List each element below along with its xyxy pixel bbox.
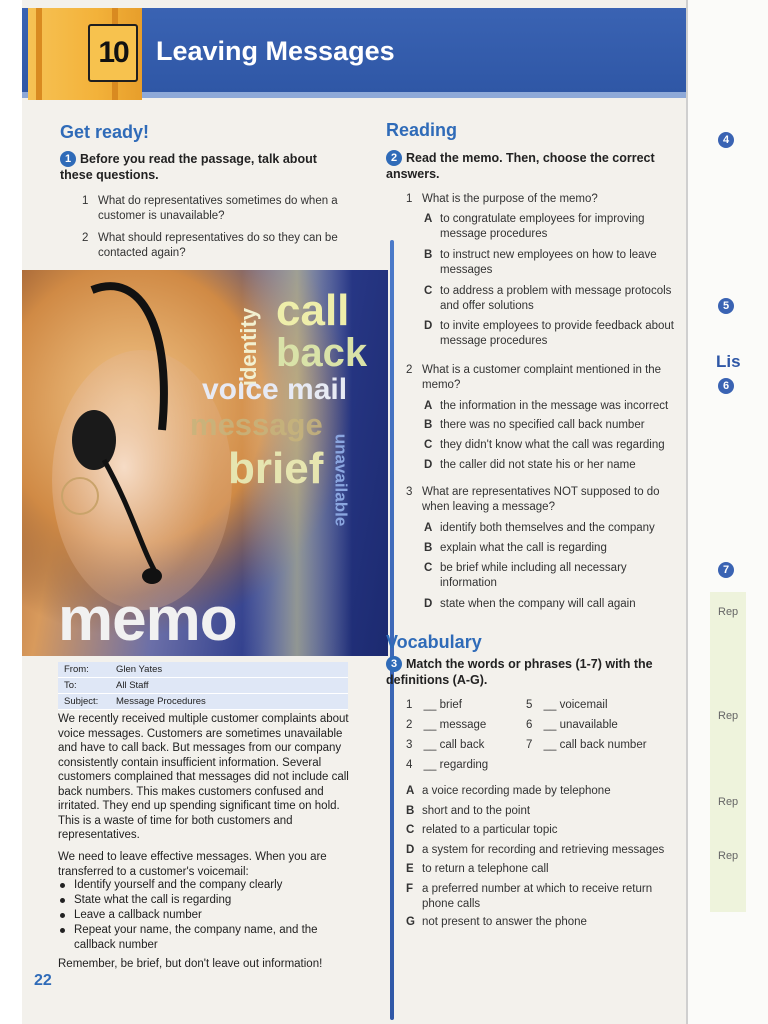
option-text: explain what the call is regarding (440, 542, 607, 554)
question-text: What are representatives NOT supposed to do when leaving a message? (422, 486, 660, 513)
answer-blank: __ (423, 699, 437, 711)
option-text: there was no specified call back number (440, 419, 645, 431)
edge-task-number: 4 (718, 132, 734, 148)
word-text: call back (439, 739, 485, 751)
vocab-definition (406, 843, 678, 858)
word-text: regarding (439, 759, 489, 771)
definition-letter: C (406, 824, 415, 836)
definition-letter: E (406, 863, 414, 875)
task-number-icon: 1 (60, 151, 76, 167)
memo-row-key: Subject: (64, 696, 99, 707)
edge-label: Rep (718, 606, 739, 618)
word-text: unavailable (559, 719, 618, 731)
option-letter: C (424, 439, 433, 451)
word-number: 6 (526, 719, 533, 731)
option-letter: B (424, 542, 433, 554)
vocabulary-heading: Vocabulary (386, 632, 482, 652)
memo-bullet (58, 878, 354, 893)
bullet-icon (60, 928, 65, 933)
vocab-definition (406, 784, 678, 799)
definition-text: short and to the point (422, 805, 531, 817)
option-text: identify both themselves and the company (440, 522, 655, 534)
reading-prompt (386, 150, 676, 182)
memo-bullet-text: Identify yourself and the company clearly (74, 879, 283, 891)
word-unavailable: unavailable (331, 433, 351, 527)
reading-question (406, 363, 676, 393)
word-number: 1 (406, 699, 413, 711)
question-number: 2 (82, 232, 89, 244)
reading-heading: Reading (386, 120, 458, 140)
definition-text: a system for recording and retrieving messages (422, 844, 665, 856)
vocabulary-prompt (386, 656, 676, 688)
get-ready-question (82, 231, 352, 261)
answer-option[interactable] (424, 284, 674, 314)
definition-text: to return a telephone call (422, 863, 549, 875)
answer-option[interactable] (424, 561, 674, 591)
option-text: to address a problem with message protocols and offer solutions (440, 285, 672, 312)
word-brief: brief (228, 444, 324, 493)
reading-prompt-text: Read the memo. Then, choose the correct answers. (386, 151, 655, 181)
answer-blank: __ (543, 739, 557, 751)
get-ready-prompt (60, 151, 350, 183)
word-message: message (190, 407, 323, 442)
vocab-word[interactable] (406, 698, 462, 713)
page-number: 22 (34, 972, 52, 989)
option-letter: C (424, 285, 433, 297)
definition-letter: F (406, 883, 414, 895)
edge-label: Rep (718, 850, 739, 862)
option-letter: C (424, 562, 433, 574)
word-text: call back number (559, 739, 647, 751)
answer-option[interactable] (424, 521, 674, 536)
memo-row-key: From: (64, 664, 89, 675)
vocab-word[interactable] (406, 758, 488, 773)
option-letter: D (424, 320, 433, 332)
answer-option[interactable] (424, 418, 674, 433)
next-page-edge (686, 0, 768, 1024)
memo-bullet (58, 893, 354, 908)
option-text: state when the company will call again (440, 598, 636, 610)
answer-option[interactable] (424, 399, 674, 414)
memo-row-value: Message Procedures (116, 696, 206, 707)
definition-text: a voice recording made by telephone (422, 785, 611, 797)
question-text: What is a customer complaint mentioned in the memo? (422, 364, 662, 391)
vocab-definition (406, 823, 678, 838)
memo-paragraph-1: We recently received multiple customer complaints about voice messages. Customers are sometimes unavailable and have to call back. But messages from our company consistently contain insufficient information. Several customers complained that messages did not include call back numbers. This makes customers confused and irritated. They end up spending significant time on hold. This is a waste of time for both customers and representatives. (58, 713, 349, 841)
option-text: the information in the message was incorrect (440, 400, 669, 412)
memo-closing: Remember, be brief, but don't leave out information! (58, 958, 323, 970)
definition-letter: G (406, 916, 415, 928)
word-number: 3 (406, 739, 413, 751)
answer-option[interactable] (424, 597, 674, 612)
vocab-definition (406, 915, 678, 930)
memo-row (58, 678, 348, 694)
option-letter: A (424, 213, 433, 225)
vocab-word[interactable] (526, 698, 608, 713)
word-memo: memo (58, 585, 237, 654)
answer-blank: __ (543, 719, 557, 731)
answer-option[interactable] (424, 541, 674, 556)
question-number: 1 (82, 195, 89, 207)
answer-blank: __ (423, 719, 437, 731)
memo-row-value: All Staff (116, 680, 149, 691)
option-letter: B (424, 249, 433, 261)
definition-letter: B (406, 805, 415, 817)
memo-paragraph-2: We need to leave effective messages. When you are transferred to a customer's voicemail: (58, 851, 327, 878)
get-ready-prompt-text: Before you read the passage, talk about these questions. (60, 152, 317, 182)
question-number: 3 (406, 486, 413, 498)
answer-blank: __ (423, 759, 437, 771)
task-number-icon: 3 (386, 656, 402, 672)
word-unavailable-wrap (331, 414, 360, 544)
question-number: 1 (406, 193, 413, 205)
option-letter: B (424, 419, 433, 431)
option-text: to congratulate employees for improving message procedures (440, 213, 645, 240)
page-gutter (0, 0, 22, 1024)
vocab-word[interactable] (406, 718, 486, 733)
memo-header-table (58, 662, 348, 710)
question-text: What do representatives sometimes do when a customer is unavailable? (98, 195, 338, 222)
memo-row (58, 662, 348, 678)
headset-photo (22, 270, 388, 656)
option-letter: D (424, 598, 433, 610)
vocab-definition (406, 804, 678, 819)
word-identity: identity (236, 307, 262, 387)
question-text: What is the purpose of the memo? (422, 193, 598, 205)
vocab-definition (406, 882, 678, 912)
answer-blank: __ (423, 739, 437, 751)
memo-row (58, 694, 348, 710)
word-text: brief (439, 699, 462, 711)
bullet-icon (60, 883, 65, 888)
edge-label: Rep (718, 796, 739, 808)
definition-letter: D (406, 844, 415, 856)
bullet-icon (60, 898, 65, 903)
definition-text: related to a particular topic (422, 824, 558, 836)
definition-letter: A (406, 785, 415, 797)
word-number: 4 (406, 759, 413, 771)
vocab-definition (406, 862, 678, 877)
answer-option[interactable] (424, 248, 674, 278)
page-title: Leaving Messages (156, 36, 395, 66)
word-back: back (276, 331, 368, 375)
option-text: they didn't know what the call was regarding (440, 439, 665, 451)
memo-bullet (58, 908, 354, 923)
word-number: 2 (406, 719, 413, 731)
word-number: 7 (526, 739, 533, 751)
reading-question (406, 192, 676, 207)
edge-task-number: 6 (718, 378, 734, 394)
option-letter: D (424, 459, 433, 471)
memo-bullet-text: State what the call is regarding (74, 894, 232, 906)
option-text: to instruct new employees on how to leave messages (440, 249, 657, 276)
unit-number: 10 (88, 24, 138, 82)
memo-bullet (58, 923, 354, 952)
word-voice-mail: voice mail (202, 373, 348, 406)
answer-option[interactable] (424, 212, 674, 242)
edge-label: Rep (718, 710, 739, 722)
memo-bullet-text: Repeat your name, the company name, and the callback number (74, 924, 318, 951)
definition-text: a preferred number at which to receive return phone calls (422, 883, 653, 910)
memo-bullet-text: Leave a callback number (74, 909, 202, 921)
word-number: 5 (526, 699, 533, 711)
edge-heading: Lis (716, 352, 741, 371)
vocab-word[interactable] (406, 738, 484, 753)
get-ready-heading: Get ready! (60, 122, 150, 142)
edge-task-number: 5 (718, 298, 734, 314)
vocab-word[interactable] (526, 718, 618, 733)
answer-option[interactable] (424, 438, 674, 453)
word-call: call (276, 286, 350, 335)
memo-row-key: To: (64, 680, 77, 691)
option-letter: A (424, 400, 433, 412)
definition-text: not present to answer the phone (422, 916, 587, 928)
memo-row-value: Glen Yates (116, 664, 163, 675)
option-text: the caller did not state his or her name (440, 459, 636, 471)
column-divider (390, 240, 394, 1020)
question-number: 2 (406, 364, 413, 376)
word-text: voicemail (559, 699, 608, 711)
bullet-icon (60, 913, 65, 918)
option-letter: A (424, 522, 433, 534)
unit-tab-stripe (36, 8, 42, 100)
get-ready-question (82, 194, 352, 224)
answer-option[interactable] (424, 319, 674, 349)
option-text: to invite employees to provide feedback about message procedures (440, 320, 674, 347)
task-number-icon: 2 (386, 150, 402, 166)
answer-option[interactable] (424, 458, 674, 473)
vocabulary-prompt-text: Match the words or phrases (1-7) with the definitions (A-G). (386, 657, 653, 687)
option-text: be brief while including all necessary information (440, 562, 627, 589)
next-page-tint (710, 592, 746, 912)
vocab-word[interactable] (526, 738, 647, 753)
word-text: message (439, 719, 487, 731)
reading-question (406, 485, 676, 515)
edge-task-number: 7 (718, 562, 734, 578)
question-text: What should representatives do so they can be contacted again? (98, 232, 338, 259)
answer-blank: __ (543, 699, 557, 711)
